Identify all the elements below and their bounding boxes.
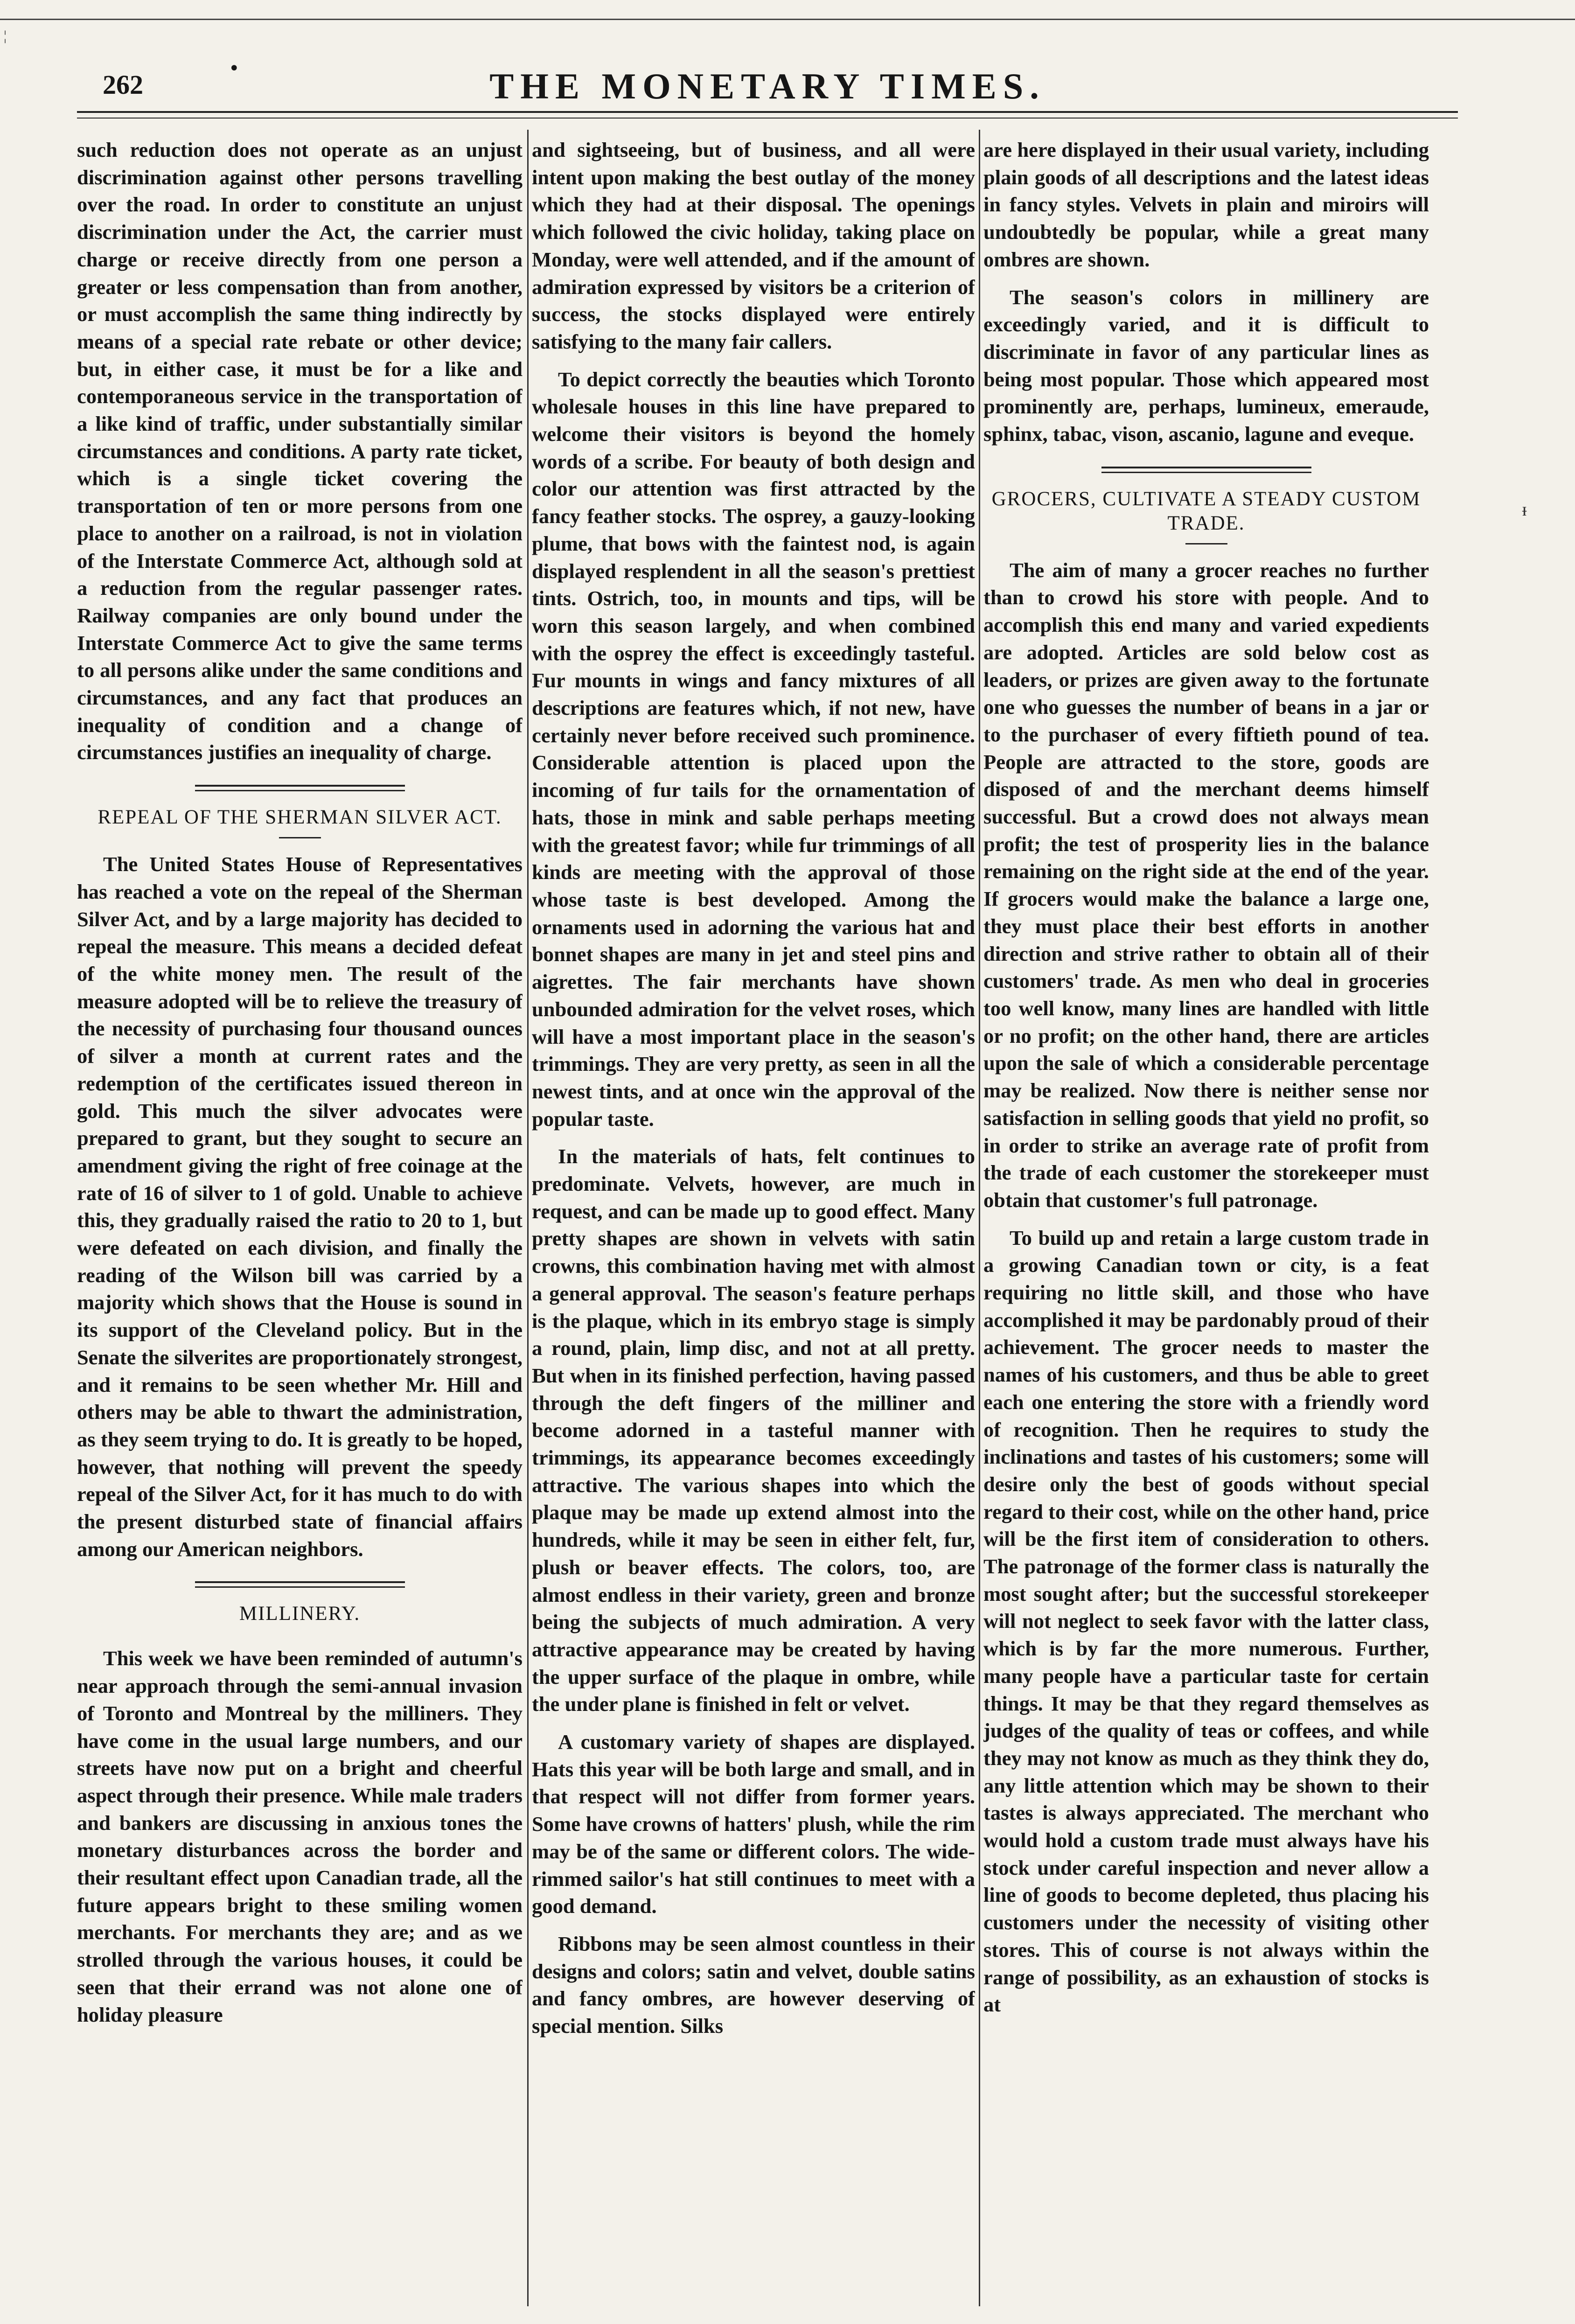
header-rule xyxy=(77,111,1458,113)
paragraph: To depict correctly the beauties which Toronto wholesale houses in this line have prepared to welcome their visitors is beyond the homely words of a scribe. For beauty of both design and color our attention was first attracted by the fancy feather stocks. The osprey, a gauzy-looking plume, that bows with the faintest nod, is again displayed resplendent in all the season's prettiest tints. Ostrich, too, in mounts and tips, will be worn this season largely, and when combined with the osprey the effect is exceedingly tasteful. Fur mounts in wings and fancy mixtures of all descriptions are features which, if not new, have certainly never before received such prominence. Considerable attention is placed upon the incoming of fur tails for the ornamentation of hats, those in mink and sable perhaps meeting with the greatest favor; while fur trimmings of all kinds are meeting with the approval of those whose taste is best developed. Among the ornaments used in adorning the various hat and bonnet shapes are many in jet and steel pins and aigrettes. The fair merchants have shown unbounded admiration for the velvet roses, which will have a most important place in the season's trimmings. They are very pretty, as seen in all the newest tints, and at once win the approval of the popular taste. xyxy=(532,367,975,1131)
section-heading: REPEAL OF THE SHERMAN SILVER ACT. xyxy=(98,806,502,829)
section-heading-block xyxy=(77,1581,523,1626)
column-2 xyxy=(532,136,975,2306)
column-divider xyxy=(979,130,980,2306)
column-divider xyxy=(527,130,529,2306)
page-header xyxy=(77,58,1458,107)
paragraph: The aim of many a grocer reaches no further than to crowd his store with people. And to accomplish this end many and varied expedients are adopted. Articles are sold below cost as leaders, or prizes are given away to the fortunate one who guesses the number of beans in a jar or to the purchaser of every fiftieth pound of tea. People are attracted to the store, goods are disposed of and the merchant deems himself successful. But a crowd does not always mean profit; the test of prosperity lies in the balance remaining on the right side at the end of the year. If grocers would make the balance a large one, they must place their best efforts in another direction and strive rather to obtain all of their customers' trade. As men who deal in groceries too well know, many lines are handled with little or no profit; on the other hand, there are articles upon the sale of which a considerable percentage may be realized. Now there is neither sense nor satisfaction in selling goods that yield no profit, so in order to strike an average rate of profit from the trade of each customer the storekeeper must obtain that customer's full patronage. xyxy=(983,558,1429,1212)
section-rule xyxy=(1101,467,1311,473)
paragraph: A customary variety of shapes are displayed. Hats this year will be both large and small, and in that respect will not differ from former years. Some have crowns of hatters' plush, while the rim may be of the same or different colors. The wide-rimmed sailor's hat still continues to meet with a good demand. xyxy=(532,1730,975,1918)
paragraph: The United States House of Representatives has reached a vote on the repeal of the Sherman Silver Act, and by a large majority has decided to repeal the measure. This means a decided defeat of the white money men. The result of the measure adopted will be to relieve the treasury of the necessity of purchasing four thousand ounces of silver a month at current rates and the redemption of the certificates issued thereon in gold. This much the silver advocates were prepared to grant, but they sought to secure an amendment giving the right of free coinage at the rate of 16 of silver to 1 of gold. Unable to achieve this, they gradually raised the ratio to 20 to 1, but were defeated on each division, and finally the reading of the Wilson bill was carried by a majority which shows that the House is sound in its support of the Cleveland policy. But in the Senate the silverites are proportionately strongest, and it remains to be seen whether Mr. Hill and others may be able to thwart the administration, as they seem trying to do. It is greatly to be hoped, however, that nothing will prevent the speedy repeal of the Silver Act, for it has much to do with the present disturbed state of financial affairs among our American neighbors. xyxy=(77,852,523,1561)
column-3 xyxy=(983,136,1429,2306)
masthead-title: THE MONETARY TIMES. xyxy=(489,66,1045,106)
page-edge-line xyxy=(0,19,1575,20)
paragraph: are here displayed in their usual variety, including plain goods of all descriptions and the latest ideas in fancy styles. Velvets in plain and miroirs will undoubtedly be popular, while a great many ombres are shown. xyxy=(983,138,1429,271)
paragraph: In the materials of hats, felt continues to predominate. Velvets, however, are much in request, and can be made up to good effect. Many pretty shapes are shown in velvets with satin crowns, this combination having met with almost a general approval. The season's feature perhaps is the plaque, which in its embryo stage is simply a round, plain, limp disc, and not at all pretty. But when in its finished perfection, having passed through the deft fingers of the milliner and become adorned in a tasteful manner with trimmings, its appearance becomes exceedingly attractive. The various shapes into which the plaque may be made up extend almost into the hundreds, while it may be seen in either felt, fur, plush or beaver effects. The colors, too, are almost endless in their variety, green and bronze being the subjects of much admiration. A very attractive appearance may be created by having the upper surface of the plaque in ombre, while the under plane is finished in felt or velvet. xyxy=(532,1145,975,1716)
paragraph: and sightseeing, but of business, and all were intent upon making the best outlay of the money which they had at their disposal. The openings which followed the civic holiday, taking place on Monday, were well attended, and if the amount of admiration expressed by visitors be a criterion of success, the stocks displayed were entirely satisfying to the many fair callers. xyxy=(532,138,975,353)
section-rule xyxy=(195,785,405,791)
section-heading: MILLINERY. xyxy=(239,1603,361,1625)
heading-dash xyxy=(1185,543,1227,544)
paragraph: This week we have been reminded of autumn's near approach through the semi-annual invasion of Toronto and Montreal by the milliners. They have come in the usual large numbers, and our streets have now put on a bright and cheerful aspect through their presence. While male traders and bankers are discussing in anxious tones the monetary disturbances across the border and their resultant effect upon Canadian trade, all the future appears bright to these smiling women merchants. For merchants they are; and as we strolled through the various houses, it could be seen that their errand was not alone one of holiday pleasure xyxy=(77,1647,523,2026)
header-rule-thin xyxy=(77,118,1458,119)
section-heading-block xyxy=(77,785,523,838)
paragraph: Ribbons may be seen almost countless in their designs and colors; satin and velvet, double satins and fancy ombres, are however deserving of special mention. Silks xyxy=(532,1932,975,2038)
section-heading-block xyxy=(983,467,1429,544)
section-heading: GROCERS, CULTIVATE A STEADY CUSTOM TRADE. xyxy=(991,488,1421,534)
paragraph: such reduction does not operate as an unjust discrimination against other persons travelling over the road. In order to constitute an unjust discrimination under the Act, the carrier must charge or receive directly from one person a greater or less compensation than from another, or must accomplish the same thing indirectly by means of a special rate rebate or other device; but, in either case, it must be for a like and contemporaneous service in the transportation of a like kind of traffic, under substantially similar circumstances and conditions. A party rate ticket, which is a single ticket covering the transportation of ten or more persons from one place to another on a railroad, is not in violation of the Interstate Commerce Act, although sold at a reduction from the regular passenger rates. Railway companies are only bound under the Interstate Commerce Act to give the same terms to all persons alike under the same conditions and circumstances, and any fact that produces an inequality of condition and a change of circumstances justifies an inequality of charge. xyxy=(77,138,523,764)
paragraph: To build up and retain a large custom trade in a growing Canadian town or city, is a feat requiring no little skill, and those who have accomplished it may be pardonably proud of their achievement. The grocer needs to master the names of his customers, and thus be able to greet each one entering the store with a friendly word of recognition. Then he requires to study the inclinations and tastes of his customers; some will desire only the best of goods without special regard to their cost, while on the other hand, price will be the first item of consideration to others. The patronage of the former class is naturally the most sought after; but the successful storekeeper will not neglect to seek favor with the latter class, which is by far the more numerous. Further, many people have a particular taste for certain things. It may be that they regard themselves as judges of the quality of teas or coffees, and while they may not know as much as they think they do, any little attention which may be shown to their tastes is always appreciated. The merchant who would hold a custom trade must always have his stock under careful inspection and never allow a line of goods to become depleted, thus placing his customers under the necessity of visiting other stores. This of course is not always within the range of possibility, as an exhaustion of stocks is at xyxy=(983,1226,1429,2017)
margin-mark: ¦ xyxy=(4,28,7,43)
page-number: 262 xyxy=(103,70,143,100)
margin-mark: ᵻ xyxy=(1522,499,1527,520)
heading-dash xyxy=(279,837,321,838)
ink-dot: • xyxy=(229,58,240,79)
paragraph: The season's colors in millinery are exceedingly varied, and it is difficult to discriminate in favor of any particular lines as being most popular. Those which appeared most prominently are, perhaps, lumineux, emeraude, sphinx, tabac, vison, ascanio, lagune and eveque. xyxy=(983,285,1429,446)
section-rule xyxy=(195,1581,405,1588)
column-1 xyxy=(77,136,523,2306)
